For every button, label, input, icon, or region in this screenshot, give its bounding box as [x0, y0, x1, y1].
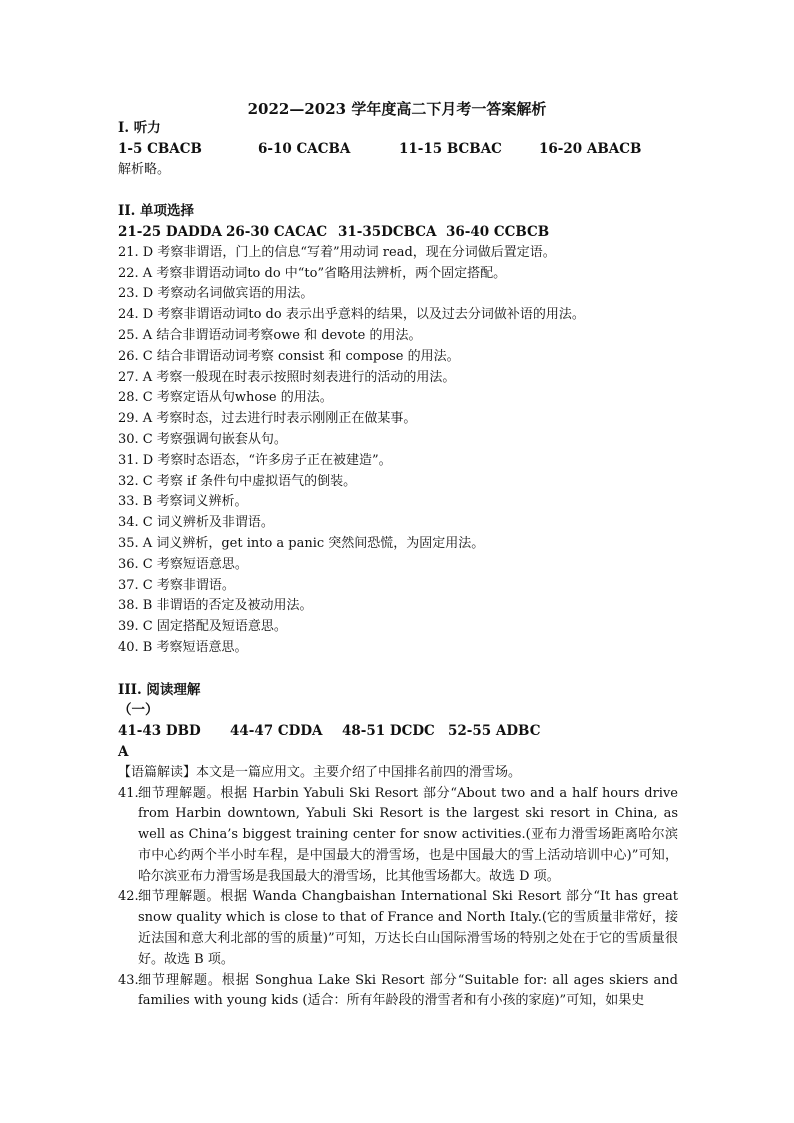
answer-group: 26-30 CACAC — [226, 223, 328, 240]
answer-row-listening — [118, 139, 678, 160]
answer-group: 41-43 DBD — [118, 723, 201, 740]
explanation-item: 38. B 非谓语的否定及被动用法。 — [118, 598, 313, 614]
explanation-item: 23. D 考察动名词做宾语的用法。 — [118, 286, 314, 302]
explanation-item: 36. C 考察短语意思。 — [118, 556, 248, 572]
question-text: 细节理解题。根据 Songhua Lake Ski Resort 部分“Suitable for: all ages skiers and families with young kids (适合：所有年龄段的滑雪者和有小孩的家庭)”可知，如果史 — [138, 972, 678, 1009]
explanation-item: 34. C 词义辨析及非谓语。 — [118, 515, 274, 531]
explanation-item: 28. C 考察定语从句whose 的用法。 — [118, 390, 333, 406]
passage-label: A — [118, 743, 129, 760]
question-explanation — [118, 971, 678, 1013]
explanation-item: 21. D 考察非谓语，门上的信息“写着”用动词 read，现在分词做后置定语。 — [118, 244, 556, 260]
single-choice-explanations — [118, 243, 678, 659]
section-heading-reading: III. 阅读理解 — [118, 681, 201, 698]
explanation-item: 32. C 考察 if 条件句中虚拟语气的倒装。 — [118, 473, 357, 489]
passage-summary: 【语篇解读】本文是一篇应用文。主要介绍了中国排名前四的滑雪场。 — [118, 764, 522, 780]
answer-group: 21-25 DADDA — [118, 223, 222, 240]
question-number: 41. — [118, 785, 139, 801]
answer-group: 44-47 CDDA — [230, 723, 323, 740]
explanation-item: 31. D 考察时态语态，“许多房子正在被建造”。 — [118, 452, 392, 468]
answer-group: 16-20 ABACB — [539, 140, 642, 157]
explanation-item: 29. A 考察时态，过去进行时表示刚刚正在做某事。 — [118, 411, 417, 427]
question-text: 细节理解题。根据 Harbin Yabuli Ski Resort 部分“About two and a half hours drive from Harbin downtown, Yabuli Ski Resort is the largest ski resort in China, as well as China’s biggest training center for snow activities.(亚布力滑雪场距离哈尔滨市中心约两个半小时车程，是中国最大的滑雪场，也是中国最大的雪上活动培训中心)”可知，哈尔滨亚布力滑雪场是我国最大的滑雪场，比其他雪场都大。故选 D 项。 — [138, 785, 678, 884]
answer-group: 11-15 BCBAC — [399, 140, 502, 157]
answer-group: 1-5 CBACB — [118, 140, 202, 157]
answer-row-single-choice — [118, 222, 678, 243]
explanation-item: 22. A 考察非谓语动词to do 中“to”省略用法辨析，两个固定搭配。 — [118, 265, 507, 281]
explanation-item: 27. A 考察一般现在时表示按照时刻表进行的活动的用法。 — [118, 369, 456, 385]
answer-group: 48-51 DCDC — [342, 723, 435, 740]
section-heading-single-choice: II. 单项选择 — [118, 203, 195, 220]
explanation-item: 25. A 结合非谓语动词考察owe 和 devote 的用法。 — [118, 327, 422, 343]
answer-row-reading — [118, 721, 678, 742]
explanation-item: 33. B 考察词义辨析。 — [118, 494, 248, 510]
listening-note: 解析略。 — [118, 161, 171, 177]
page-title: 2022—2023 学年度高二下月考一答案解析 — [247, 100, 547, 118]
explanation-item: 30. C 考察强调句嵌套从句。 — [118, 431, 287, 447]
document-body — [118, 118, 678, 1012]
question-explanation — [118, 784, 678, 888]
explanation-item: 26. C 结合非谓语动词考察 consist 和 compose 的用法。 — [118, 348, 460, 364]
answer-group: 36-40 CCBCB — [446, 223, 550, 240]
question-number: 42. — [118, 889, 139, 905]
question-text: 细节理解题。根据 Wanda Changbaishan International Ski Resort 部分“It has great snow quality which is close to that of France and North Italy.(它的雪质量非常好，接近法国和意大利北部的雪的质量)”可知，万达长白山国际滑雪场的特别之处在于它的雪质量很好。故选 B 项。 — [138, 889, 678, 967]
answer-group: 6-10 CACBA — [258, 140, 351, 157]
explanation-item: 35. A 词义辨析，get into a panic 突然间恐慌，为固定用法。 — [118, 535, 485, 551]
answer-group: 31-35DCBCA — [338, 223, 437, 240]
section-heading-listening: I. 听力 — [118, 120, 161, 136]
answer-group: 52-55 ADBC — [448, 723, 541, 740]
explanation-item: 39. C 固定搭配及短语意思。 — [118, 619, 287, 635]
question-number: 43. — [118, 972, 139, 988]
explanation-item: 40. B 考察短语意思。 — [118, 639, 248, 655]
explanation-item: 24. D 考察非谓语动词to do 表示出乎意料的结果，以及过去分词做补语的用法。 — [118, 307, 585, 323]
question-explanation — [118, 887, 678, 970]
subsection-label: （一） — [118, 702, 159, 719]
explanation-item: 37. C 考察非谓语。 — [118, 577, 235, 593]
